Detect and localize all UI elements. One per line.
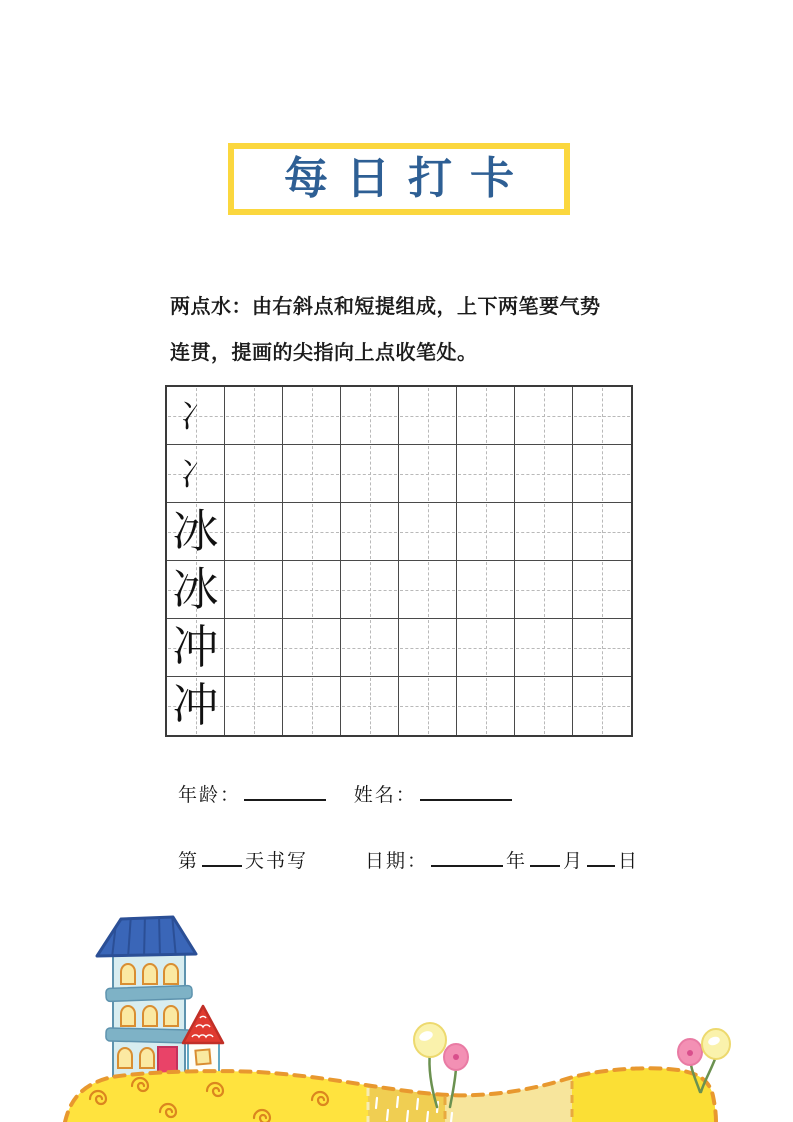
grid-cell: [515, 561, 573, 619]
tall-house: [97, 914, 196, 1094]
grid-cell: [167, 503, 225, 561]
instruction-text: [170, 284, 670, 376]
name-label: 姓名：: [353, 785, 417, 806]
day-count-blank: [202, 846, 242, 867]
grid-cell: [283, 677, 341, 735]
grid-cell: [573, 619, 631, 677]
practice-character: 冫: [179, 455, 212, 492]
grid-cell: [457, 503, 515, 561]
grid-cell: [225, 677, 283, 735]
grid-cell: [457, 387, 515, 445]
grid-cell: [399, 677, 457, 735]
grid-cell: [341, 677, 399, 735]
yellow-flower: [414, 1023, 446, 1057]
year-label: 年: [506, 851, 528, 872]
instruction-line-2: 连贯，提画的尖指向上点收笔处。: [170, 342, 478, 364]
grid-cell: [225, 503, 283, 561]
grid-cell: [167, 619, 225, 677]
grid-cell: [573, 561, 631, 619]
month-label: 月: [563, 851, 585, 872]
grid-cell: [341, 445, 399, 503]
practice-character: 冫: [179, 397, 212, 434]
grid-cell: [341, 503, 399, 561]
date-label: 日期：: [365, 851, 429, 872]
grid-cell: [399, 503, 457, 561]
age-label: 年龄：: [178, 785, 242, 806]
grid-cell: [341, 619, 399, 677]
day-prefix-label: 第: [178, 851, 200, 872]
grid-cell: [573, 387, 631, 445]
day-suffix-label: 天书写: [245, 851, 309, 872]
grid-cell: [167, 445, 225, 503]
grid-cell: [341, 561, 399, 619]
grid-cell: [283, 445, 341, 503]
grid-cell: [399, 387, 457, 445]
day-blank: [587, 846, 615, 867]
grid-cell: [515, 619, 573, 677]
grid-cell: [515, 677, 573, 735]
practice-character: 冰: [172, 505, 219, 557]
grid-cell: [573, 503, 631, 561]
practice-character: 冲: [172, 680, 219, 731]
footer-illustration: [0, 900, 793, 1122]
grid-cell: [573, 677, 631, 735]
grid-cell: [457, 561, 515, 619]
age-name-row: [178, 780, 515, 807]
grid-cell: [399, 561, 457, 619]
name-blank: [420, 780, 512, 801]
grid-cell: [341, 387, 399, 445]
grid-cell: [225, 561, 283, 619]
practice-grid: [165, 385, 633, 737]
grid-cell: [515, 503, 573, 561]
year-blank: [431, 846, 503, 867]
grid-cell: [283, 619, 341, 677]
page-title: 每日打卡: [284, 154, 532, 203]
practice-character: 冲: [172, 621, 219, 673]
grid-cell: [283, 561, 341, 619]
grid-cell: [283, 387, 341, 445]
grid-cell: [457, 677, 515, 735]
grid-cell: [225, 445, 283, 503]
grid-cell: [457, 445, 515, 503]
grid-cell: [573, 445, 631, 503]
grid-cell: [399, 619, 457, 677]
date-row: [365, 846, 639, 873]
day-label: 日: [618, 851, 640, 872]
age-blank: [244, 780, 326, 801]
grid-cell: [167, 677, 225, 735]
grid-cell: [399, 445, 457, 503]
grid-cell: [225, 387, 283, 445]
instruction-line-1: 两点水：由右斜点和短提组成，上下两笔要气势: [170, 296, 601, 318]
grid-cell: [457, 619, 515, 677]
grid-cell: [167, 561, 225, 619]
day-count-row: [178, 846, 308, 873]
grid-cell: [515, 445, 573, 503]
grid-cell: [515, 387, 573, 445]
grid-cell: [167, 387, 225, 445]
grid-cell: [283, 503, 341, 561]
title-box: [228, 143, 570, 215]
practice-character: 冰: [172, 563, 219, 615]
month-blank: [530, 846, 560, 867]
grid-cell: [225, 619, 283, 677]
